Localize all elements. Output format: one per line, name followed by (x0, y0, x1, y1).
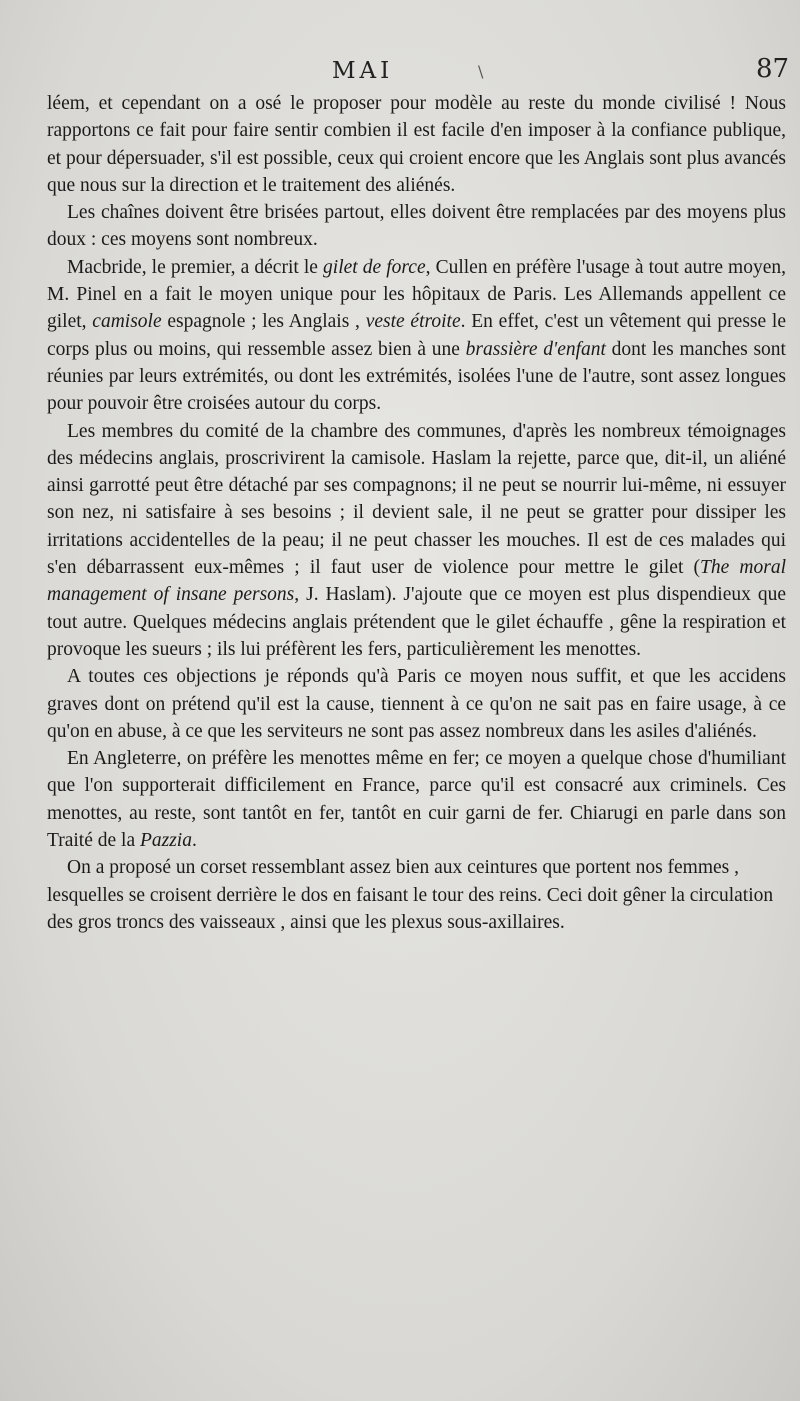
paragraph-continued: léem, et cependant on a osé le proposer pour modèle au reste du monde civilisé ! Nous rapportons ce fait pour faire sentir combien il est facile d'en imposer à la confiance publique, et pour dépersuader, s'il est possible, ceux qui croient encore que les Anglais sont plus avancés que nous sur la direction et le traitement des aliénés. (47, 93, 786, 196)
italic-term: brassière d'enfant (465, 338, 606, 360)
text-segment: Macbride, le premier, a décrit le (67, 256, 324, 278)
text-segment: . (191, 830, 197, 852)
italic-citation: The moral management of insane persons (47, 557, 786, 606)
text-segment: . En effet, c'est un vêtement qui presse le corps plus ou moins, qui ressemble assez bien à une (47, 311, 786, 360)
italic-title: Pazzia (139, 830, 192, 852)
text-segment: , J. Haslam). J'ajoute que ce moyen est plus dispendieux que tout autre. Quelques médecins anglais prétendent que le gilet échauffe , gêne la respiration et provoque les sueurs ; ils lui préfèrent les fers, particulièrement les menottes. (47, 584, 786, 660)
italic-term: camisole (92, 311, 162, 333)
page-number: 87 (756, 54, 790, 84)
body-text (47, 90, 786, 936)
italic-term: veste étroite (365, 311, 461, 333)
paragraph-gilet-de-force (47, 254, 786, 418)
paragraph-menottes (47, 745, 786, 854)
paragraph-objections: A toutes ces objections je réponds qu'à Paris ce moyen nous suffit, et que les accidens graves dont on prétend qu'il est la cause, tiennent à ce qu'on ne sait pas en faire usage, à ce qu'on en abuse, à ce que les serviteurs ne sont pas assez nombreux dans les asiles d'aliénés. (47, 666, 786, 742)
page-header (0, 52, 800, 92)
paragraph-chains: Les chaînes doivent être brisées partout, elles doivent être remplacées par des moyens plus doux : ces moyens sont nombreux. (47, 202, 786, 251)
paragraph-haslam (47, 418, 786, 664)
text-segment: En Angleterre, on préfère les menottes même en fer; ce moyen a quelque chose d'humiliant que l'on supporterait difficilement en France, parce qu'il est consacré aux criminels. Ces menottes, au reste, sont tantôt en fer, tantôt en cuir garni de fer. Chiarugi en parle dans son Traité de la (47, 748, 786, 852)
text-segment: dont les manches sont réunies par leurs extrémités, ou dont les extrémités, isolées l'une de l'autre, sont assez longues pour pouvoir être croisées autour du corps. (47, 338, 786, 415)
print-mark: \ (478, 62, 484, 81)
text-segment: Les membres du comité de la chambre des communes, d'après les nombreux témoignages des médecins anglais, proscrivirent la camisole. Haslam la rejette, parce que, dit-il, un aliéné ainsi garrotté peut être détaché par ses compagnons; il ne peut se nourrir lui-même, ni essuyer son nez, ni satisfaire à ses besoins ; il devient sale, il ne peut se gratter pour dissiper les irritations accidentelles de la peau; il ne peut chasser les mouches. Il est de ces malades qui s'en débarrassent eux-mêmes ; il faut user de violence pour mettre le gilet ( (47, 420, 786, 579)
text-segment: , Cullen en préfère l'usage à tout autre moyen, M. Pinel en a fait le moyen unique pour les hôpitaux de Paris. Les Allemands appellent ce gilet, (47, 256, 787, 333)
running-title: MAI (332, 58, 394, 84)
italic-term: gilet de force (323, 256, 426, 278)
paragraph-corset: On a proposé un corset ressemblant assez bien aux ceintures que portent nos femmes , lesquelles se croisent derrière le dos en faisant le tour des reins. Ceci doit gêner la circulation des gros troncs des vaisseaux , ainsi que les plexus sous-axillaires. (47, 857, 774, 933)
text-segment: espagnole ; les Anglais , (161, 311, 366, 333)
